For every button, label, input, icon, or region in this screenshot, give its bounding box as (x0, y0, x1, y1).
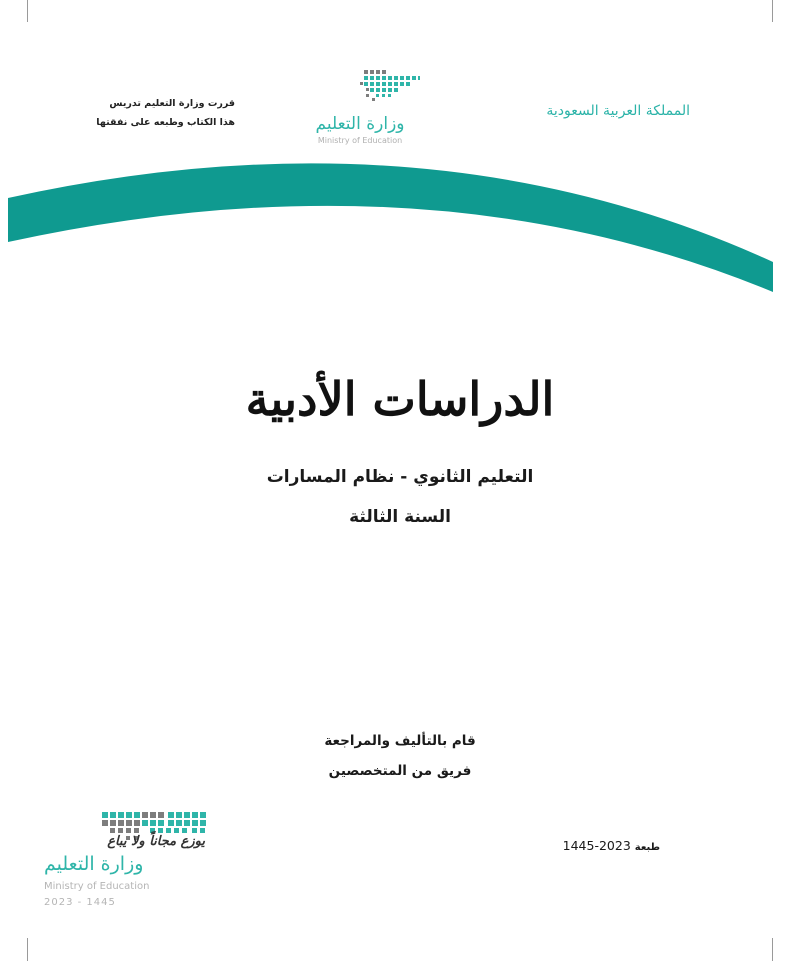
credits-line1: قام بالتأليف والمراجعة (324, 733, 476, 749)
edition (520, 838, 660, 853)
ministry-name-en: Ministry of Education (317, 136, 403, 145)
ministry-name-ar: وزارة التعليم (315, 114, 405, 134)
free-distribution-text: يوزع مجاناً ولا يباع (107, 834, 205, 849)
footer-years: 2023 - 1445 (44, 897, 116, 908)
credits-line2: فريق من المتخصصين (328, 763, 472, 779)
kingdom-name: المملكة العربية السعودية (546, 103, 690, 119)
footer-ministry-name-en: Ministry of Education (44, 881, 150, 892)
book-year: السنة الثالثة (349, 507, 451, 527)
edition-years: 1445-2023 (562, 838, 631, 853)
book-title: الدراسات الأدبية (245, 372, 555, 426)
book-subtitle: التعليم الثانوي - نظام المسارات (266, 467, 534, 487)
crop-mark (27, 938, 28, 961)
footer-ministry-name-ar: وزارة التعليم (44, 853, 144, 875)
crop-mark (27, 0, 28, 22)
approval-note-line1: قررت وزارة التعليم تدريس (109, 98, 235, 109)
edition-label: طبعة (634, 842, 660, 853)
crop-mark (772, 0, 773, 22)
approval-note-line2: هذا الكتاب وطبعه على نفقتها (96, 117, 235, 128)
ministry-logo-dots-icon (300, 70, 420, 110)
crop-mark (772, 938, 773, 961)
